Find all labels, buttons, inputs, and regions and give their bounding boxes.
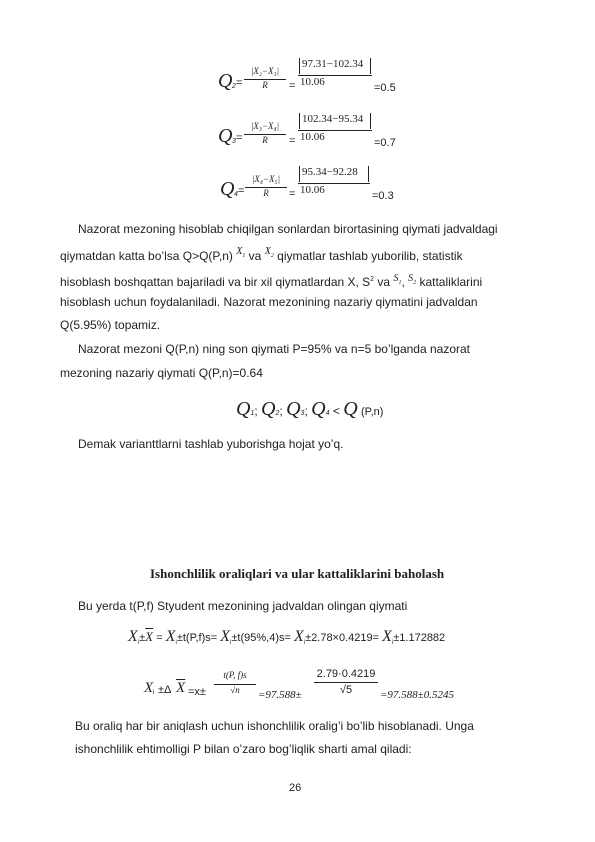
- q3-den-big: 10.06: [300, 131, 325, 143]
- x2-symbol: X2: [264, 246, 274, 259]
- section-heading: Ishonchlilik oraliqlari va ular kattaliklarini baholash: [150, 566, 445, 581]
- q2-result: =0.5: [374, 82, 396, 94]
- formula-confidence-expansion: $X_i\pm\overline{X} = X_i\pm t(P,f)s= X_i\pm t(95\%,4)s= X_i\pm 2.78\times 0.4219= X_i\pm 1.172882$: [128, 628, 446, 647]
- q4-equals: =: [238, 185, 245, 197]
- q4-num-small: |X₄−X₅|: [251, 174, 281, 184]
- frac2-numerator: 2.79·0.4219: [316, 668, 376, 680]
- p1-line1: Nazorat mezoning hisoblab chiqilgan sonlardan birortasining qiymati jadvaldagi: [78, 222, 498, 236]
- page-number: 26: [289, 782, 302, 794]
- paragraph-3: Demak varianttlarni tashlab yuborishga hojat yo’q.: [78, 437, 344, 451]
- q4-num-big: 95.34−92.28: [302, 166, 358, 178]
- q3-num-big: 102.34−95.34: [302, 113, 364, 125]
- q4-den-big: 10.06: [300, 184, 325, 196]
- frac2-denominator: √5: [339, 684, 353, 696]
- q3-symbol: Q: [218, 125, 233, 147]
- q2-den-small: R: [262, 80, 268, 90]
- p1-line3: hisoblash boshqattan bajariladi va bir xil qiymatlardan X, $S^2$ va $^{S_1}$, $^{S_2}$ kattaliklarini: [60, 273, 483, 289]
- p1-line5: Q(5.95%) topamiz.: [60, 318, 161, 332]
- p2-line2: mezoning nazariy qiymati Q(P,n)=0.64: [60, 366, 263, 380]
- q2-subscript: 2: [232, 83, 236, 90]
- q3-subscript: 3: [232, 138, 236, 145]
- q3-result: =0.7: [374, 137, 396, 149]
- q2-equals: =: [236, 77, 243, 89]
- q2-num-small: |X₂−X₃|: [250, 66, 280, 76]
- q4-symbol: Q: [220, 178, 235, 200]
- x1-symbol: X1: [236, 246, 246, 259]
- p2-line1: Nazorat mezoni Q(P,n) ning son qiymati P=95% va n=5 bo’lganda nazorat: [78, 342, 471, 356]
- p1-line2: qiymatdan katta bo’lsa Q>Q(P,n) $^{X_1}$ va $^{X_2}$ qiymatlar tashlab yuborilib, statistik: [60, 246, 463, 263]
- q-comparison: Q1; Q2; Q3; Q4 < Q (P,n): [236, 398, 384, 420]
- q2-den-big: 10.06: [300, 76, 325, 88]
- s2-symbol: S2: [408, 273, 417, 286]
- frac1-denominator: √n: [230, 685, 240, 695]
- frac1-numerator: t(P, f)s: [223, 670, 247, 680]
- q3-num-small: |X₃−X₄|: [250, 121, 280, 131]
- s1-symbol: S1: [393, 273, 402, 286]
- p5-line1: Bu oraliq har bir aniqlash uchun ishonchlilik oralig’i bo’lib hisoblanadi. Unga: [75, 719, 474, 733]
- q4-den-small: R: [263, 188, 269, 198]
- q3-equals: =: [236, 132, 243, 144]
- paragraph-4: Bu yerda t(P,f) Styudent mezonining jadvaldan olingan qiymati: [78, 599, 408, 613]
- q3-den-small: R: [262, 135, 268, 145]
- q2-symbol: Q: [218, 70, 233, 92]
- q4-subscript: 4: [234, 191, 238, 198]
- p5-line2: ishonchlilik ehtimolligi P bilan o’zaro bog’liqlik sharti amal qiladi:: [75, 742, 412, 756]
- q4-result: =0.3: [372, 190, 394, 202]
- p1-line4: hisoblash uchun foydalaniladi. Nazorat mezonining nazariy qiymatini jadvaldan: [60, 295, 478, 309]
- q2-num-big: 97.31−102.34: [302, 58, 364, 70]
